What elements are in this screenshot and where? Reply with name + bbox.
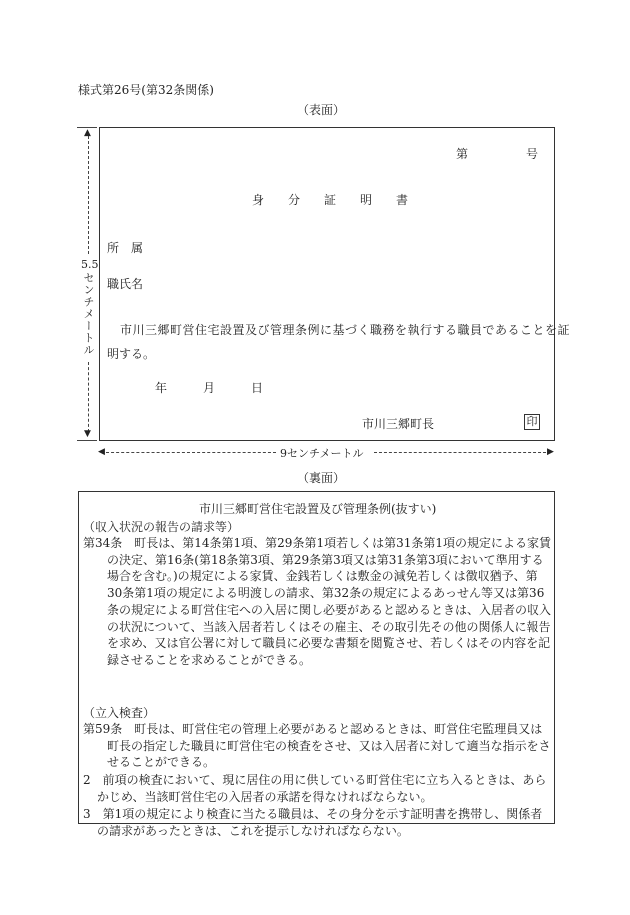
width-dimension-line-right	[374, 452, 546, 454]
dim-arrow-left-icon: ◀	[98, 447, 105, 457]
height-dimension-line-lower	[88, 362, 89, 432]
issuer-name: 市川三郷町長	[362, 417, 435, 431]
dim-arrow-up-icon: ▲	[84, 128, 91, 138]
date-line: 年 月 日	[155, 381, 264, 395]
statement-line-1: 市川三郷町営住宅設置及び管理条例に基づく職務を執行する職員であることを証	[120, 323, 571, 337]
affiliation-label: 所 属	[107, 241, 144, 255]
height-dimension-line	[88, 136, 89, 254]
article-59: 第59条 町長は、町営住宅の管理上必要があると認めるときは、町営住宅監理員又は町長の指定した職員に町営住宅の検査をさせ、又は入居者に対して適当な指示をさせることができる。	[83, 722, 551, 770]
heading-inspection: （立入検査）	[83, 706, 156, 720]
height-dimension-unit: センチメートル	[82, 272, 95, 356]
number-prefix: 第	[456, 147, 469, 161]
statement-line-2: 明する。	[107, 347, 156, 361]
article-59-para-2: 2 前項の検査において、現に居住の用に供している町営住宅に立ち入るときは、あらかじめ、当該町営住宅の入居者の承諾を得なければならない。	[83, 773, 547, 804]
height-dimension-number: 5.5	[81, 258, 99, 271]
name-label: 職氏名	[107, 277, 144, 291]
article-59-para-3: 3 第1項の規定により検査に当たる職員は、その身分を示す証明書を携帯し、関係者の請求があったときは、これを提示しなければならない。	[83, 807, 543, 838]
back-side-label: （裏面）	[297, 471, 346, 485]
width-dimension-label: 9センチメートル	[280, 447, 364, 460]
width-dimension-line-left	[106, 452, 276, 454]
card-title: 身 分 証 明 書	[252, 193, 409, 207]
article-34: 第34条 町長は、第14条第1項、第29条第1項若しくは第31条第1項の規定による家賃の決定、第16条(第18条第3項、第29条第3項又は第31条第3項において準用する場合を含む。)の規定による家賃、金銭若しくは敷金の減免若しくは徴収猶予、第30条第1項の規定による明渡しの請求、第32条の規定によるあっせん等又は第36条の規定による町営住宅への入居に関し必要があると認めるときは、入居者の収入の状況について、当該入居者若しくはその雇主、その取引先その他の関係人に報告を求め、又は官公署に対して職員に必要な書類を閲覧させ、若しくはその内容を記録させることを求めることができる。	[83, 536, 552, 667]
seal-stamp: 印	[524, 414, 540, 430]
number-suffix: 号	[526, 147, 539, 161]
form-number-label: 様式第26号(第32条関係)	[78, 83, 214, 97]
ordinance-title: 市川三郷町営住宅設置及び管理条例(抜すい)	[199, 502, 437, 516]
dim-arrow-right-icon: ▶	[547, 447, 554, 457]
dim-arrow-down-icon: ▼	[84, 429, 91, 439]
heading-income-report: （収入状況の報告の請求等）	[83, 520, 240, 534]
front-side-label: （表面）	[297, 103, 346, 117]
dim-tick-bottom	[77, 440, 97, 441]
